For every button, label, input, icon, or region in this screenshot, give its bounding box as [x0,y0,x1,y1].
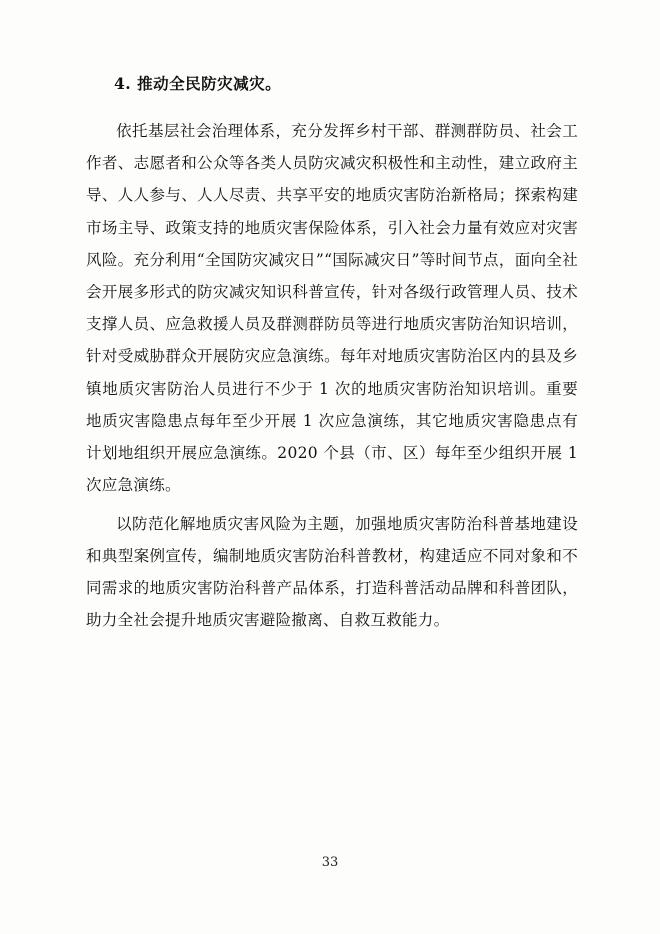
body-paragraph-1 [86,115,578,502]
paragraph-text: 以防范化解地质灾害风险为主题，加强地质灾害防治科普基地建设和典型案例宣传，编制地质灾害防治科普教材，构建适应不同对象和不同需求的地质灾害防治科普产品体系，打造科普活动品牌和科普团队，助力全社会提升地质灾害避险撤离、自救互救能力。 [86,514,578,630]
paragraph-text: 依托基层社会治理体系，充分发挥乡村干部、群测群防员、社会工作者、志愿者和公众等各类人员防灾减灾积极性和主动性，建立政府主导、人人参与、人人尽责、共享平安的地质灾害防治新格局；探索构建市场主导、政策支持的地质灾害保险体系，引入社会力量有效应对灾害风险。充分利用“全国防灾减灾日”“国际减灾日”等时间节点，面向全社会开展多形式的防灾减灾知识科普宣传，针对各级行政管理人员、技术支撑人员、应急救援人员及群测群防员等进行地质灾害防治知识培训，针对受威胁群众开展防灾应急演练。每年对地质灾害防治区内的县及乡镇地质灾害防治人员进行不少于 1 次的地质灾害防治知识培训。重要地质灾害隐患点每年至少开展 1 次应急演练，其它地质灾害隐患点有计划地组织开展应急演练。2020 个县（市、区）每年至少组织开展 1 次应急演练。 [86,121,578,495]
page-content [86,72,578,637]
body-paragraph-2 [86,508,578,637]
page-number: 33 [321,855,339,870]
section-heading: 4. 推动全民防灾减灾。 [114,74,282,93]
